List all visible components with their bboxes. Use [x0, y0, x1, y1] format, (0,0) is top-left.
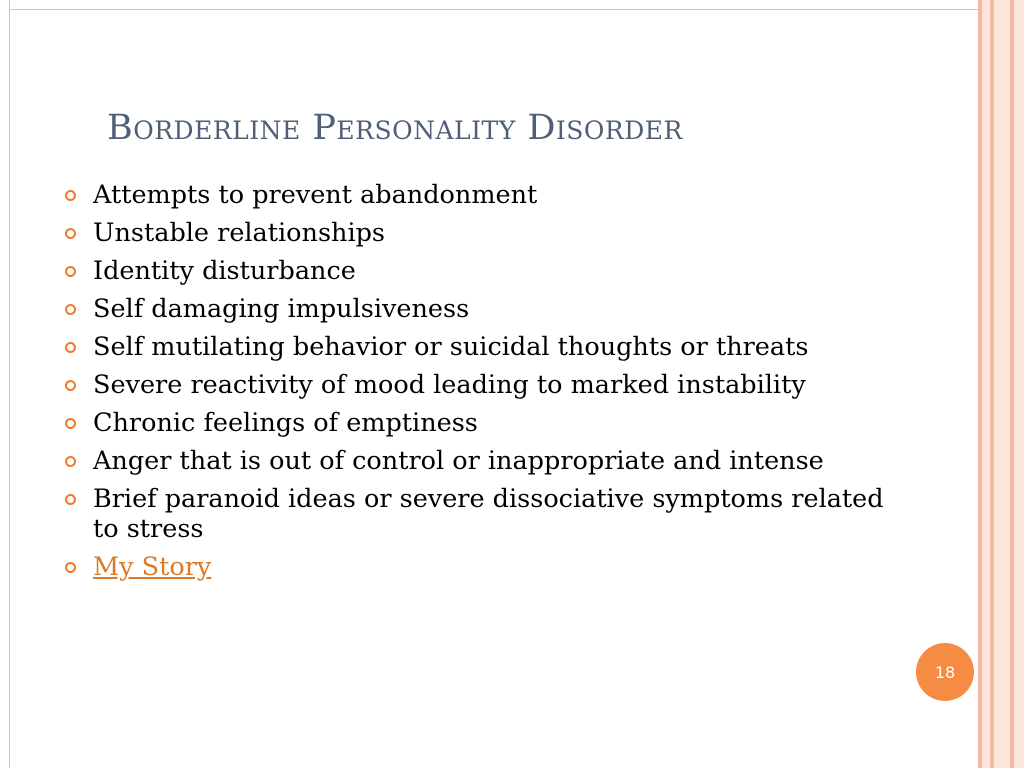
page-number-badge [916, 643, 974, 701]
bullet-icon [65, 228, 76, 239]
list-item [64, 218, 884, 248]
bullet-icon [65, 562, 76, 573]
list-item-text: Self mutilating behavior or suicidal thoughts or threats [93, 332, 809, 362]
list-item [64, 180, 884, 210]
bullet-icon [65, 190, 76, 201]
bullet-icon [65, 380, 76, 391]
list-item-text: Anger that is out of control or inappropriate and intense [93, 446, 824, 476]
list-item-text: Self damaging impulsiveness [93, 294, 470, 324]
frame-right-stripe [1014, 0, 1024, 768]
bullet-list [64, 180, 884, 590]
bullet-icon [65, 342, 76, 353]
bullet-icon [65, 456, 76, 467]
frame-right-stripe [982, 0, 990, 768]
list-item [64, 484, 884, 544]
list-item-text: Unstable relationships [93, 218, 386, 248]
page-number: 18 [934, 662, 956, 682]
frame-left-line [9, 0, 10, 768]
list-item [64, 552, 884, 582]
bullet-icon [65, 494, 76, 505]
list-item [64, 332, 884, 362]
list-item-text: Chronic feelings of emptiness [93, 408, 478, 438]
list-item [64, 446, 884, 476]
bullet-icon [65, 304, 76, 315]
list-item [64, 256, 884, 286]
list-item-text: Attempts to prevent abandonment [93, 180, 538, 210]
list-item-text: Identity disturbance [93, 256, 356, 286]
my-story-link[interactable]: My Story [93, 552, 212, 582]
bullet-icon [65, 266, 76, 277]
list-item-text: Severe reactivity of mood leading to marked instability [93, 370, 806, 400]
bullet-icon [65, 418, 76, 429]
frame-top-line [9, 9, 982, 10]
list-item-text: Brief paranoid ideas or severe dissociative symptoms related to stress [93, 484, 884, 544]
frame-right-stripe [994, 0, 1010, 768]
list-item [64, 408, 884, 438]
list-item [64, 370, 884, 400]
list-item [64, 294, 884, 324]
slide-title: Borderline Personality Disorder [107, 108, 683, 148]
